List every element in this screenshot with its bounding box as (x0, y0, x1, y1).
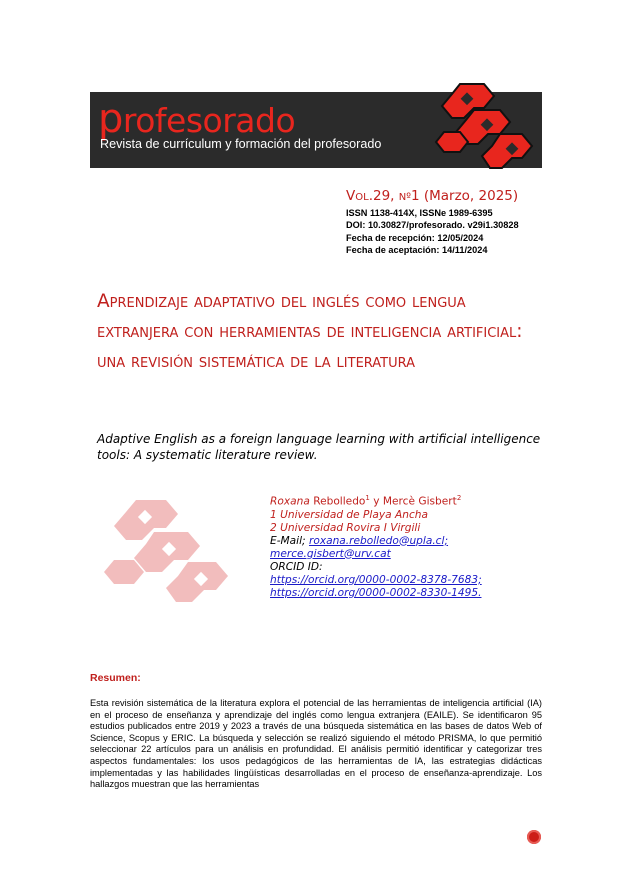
accepted-date: Fecha de aceptación: 14/11/2024 (346, 245, 488, 256)
orcid-link-2[interactable]: https://orcid.org/0000-0002-8330-1495. (270, 586, 482, 599)
email-link-2[interactable]: merce.gisbert@urv.cat (270, 547, 391, 560)
email-line: E-Mail; roxana.rebolledo@upla.cl; (270, 534, 449, 547)
issn: ISSN 1138-414X, ISSNe 1989-6395 (346, 208, 493, 218)
page-marker-icon (527, 830, 541, 844)
journal-logo-icon (430, 78, 540, 178)
orcid-link-1[interactable]: https://orcid.org/0000-0002-8378-7683; (270, 573, 482, 586)
abstract-body: Esta revisión sistemática de la literatura explora el potencial de las herramientas de inteligencia artificial (IA) en el proceso de enseñanza y aprendizaje del inglés como lengua extranjera (EAILE). Se identificaron 95 estudios publicados entre 2019 y 2023 a través de una búsqueda sistemática en las bases de datos Web of Science, Scopus y ERIC. La búsqueda y selección se realizó siguiendo el método PRISMA, lo que permitió seleccionar 22 artículos para un análisis en profundidad. El análisis permitió identificar y categorizar tres aspectos fundamentales: los usos pedagógicos de las herramientas de IA, las estrategias didácticas implementadas y las habilidades lingüísticas desarrolladas en el proceso de enseñanza-aprendizaje. Los hallazgos muestran que las herramientas (90, 698, 542, 790)
issue-metadata (346, 188, 519, 257)
abstract-heading: Resumen: (90, 672, 141, 684)
email-link-1[interactable]: roxana.rebolledo@upla.cl; (308, 534, 449, 547)
author-names: Roxana Rebolledo$^1$ y Mercè Gisbert$^2$ (270, 494, 462, 508)
received-date: Fecha de recepción: 12/05/2024 (346, 232, 484, 243)
watermark-logo-icon (96, 490, 246, 620)
journal-tagline: Revista de currículum y formación del profesorado (100, 137, 382, 151)
email-line-2 (270, 548, 550, 561)
article-subtitle: Adaptive English as a foreign language learning with artificial intelligence tools: A systematic literature review. (97, 432, 541, 462)
author-block (270, 492, 550, 600)
orcid-label: ORCID ID: (270, 560, 323, 573)
journal-name: profesorado (98, 96, 296, 142)
volume-issue: VOL.29, Nº1 (Marzo, 2025) (346, 188, 519, 204)
article-title: Aprendizaje adaptativo del inglés como lengua extranjera con herramientas de inteligencia artificial: una revisión sistemática de la literatura (97, 291, 523, 372)
affiliation-2: 2 Universidad Rovira I Virgili (270, 521, 421, 534)
affiliation-1: 1 Universidad de Playa Ancha (270, 508, 428, 521)
doi: DOI: 10.30827/profesorado. v29i1.30828 (346, 220, 519, 231)
